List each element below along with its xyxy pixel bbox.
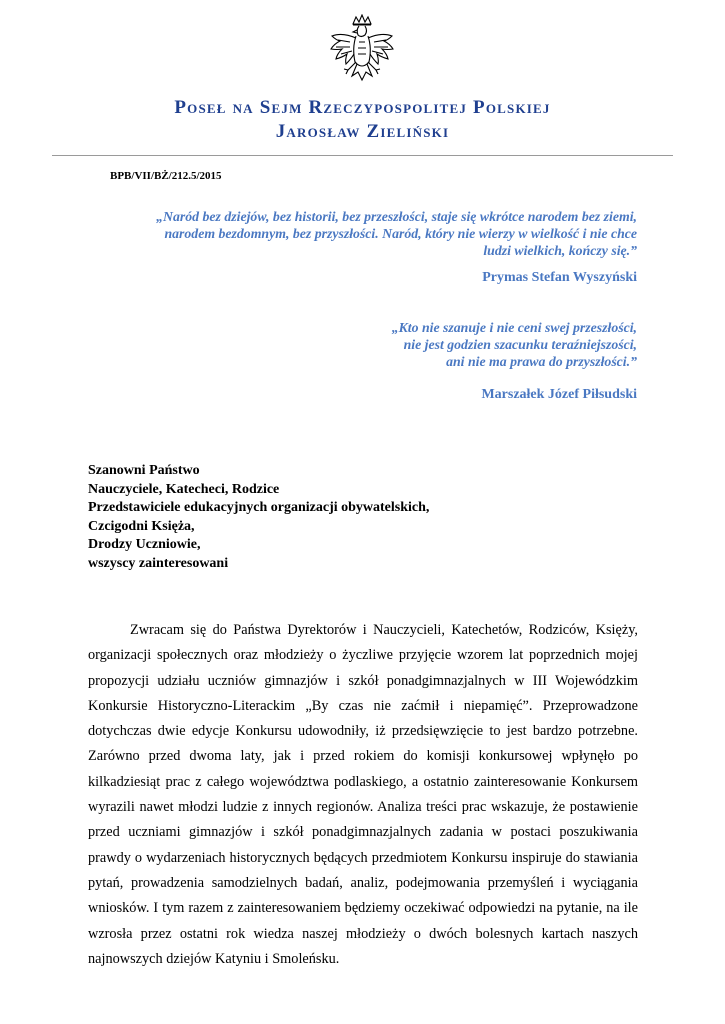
quote-author: Marszałek Józef Piłsudski [481,387,637,402]
quote-line: „Naród bez dziejów, bez historii, bez przeszłości, staje się wkrótce narodem bez ziemi, [156,209,637,224]
letterhead-divider [52,155,673,156]
reference-number: BPB/VII/BŻ/212.5/2015 [110,170,222,182]
salutation-block [88,462,429,573]
polish-eagle-emblem-icon [326,14,398,94]
quote-pilsudski [77,319,637,370]
letterhead-title: Poseł na Sejm Rzeczypospolitej Polskiej [174,97,551,118]
salutation-line: Drodzy Uczniowie, [88,537,201,552]
salutation-line: Przedstawiciele edukacyjnych organizacji obywatelskich, [88,500,430,515]
quote-author: Prymas Stefan Wyszyński [482,270,637,285]
letter-body-paragraph: Zwracam się do Państwa Dyrektorów i Nauczycieli, Katechetów, Rodziców, Księży, organizacji społecznych oraz młodzieży o życzliwe przyjęcie wzorem lat poprzednich mojej propozycji udziału uczniów gimnazjów i szkół ponadgimnazjalnych w III Wojewódzkim Konkursie Historyczno-Literackim „By czas nie zaćmił i niepamięć”. Przeprowadzone dotychczas dwie edycje Konkursu udowodniły, iż przedsięwzięcie to jest bardzo potrzebne. Zarówno przed dwoma laty, jak i przed rokiem do komisji konkursowej wpłynęło po kilkadziesiąt prac z całego województwa podlaskiego, a ostatnio zainteresowanie Konkursem wyrazili nawet młodzi ludzie z innych regionów. Analiza treści prac wskazuje, że postawienie przed uczniami gimnazjów i szkół ponadgimnazjalnych zadania w postaci poszukiwania prawdy o wydarzeniach historycznych będących przedmiotem Konkursu inspiruje do stawiania pytań, prowadzenia samodzielnych badań, analiz, podejmowania przemyśleń i wyciągania wniosków. I tym razem z zainteresowaniem będziemy oczekiwać odpowiedzi na pytanie, na ile wzrosła przez ostatni rok wiedza naszej młodzieży o dwóch bolesnych kartach naszych najnowszych dziejów Katyniu i Smoleńsku. [88,622,638,967]
quote-line: nie jest godzien szacunku teraźniejszości, [403,337,637,352]
salutation-line: Czcigodni Księża, [88,518,195,534]
quote-line: „Kto nie szanuje i nie ceni swej przeszłości, [391,320,637,335]
quote-line: ani nie ma prawa do przyszłości.” [446,354,637,369]
salutation-line: wszyscy zainteresowani [88,555,229,571]
quote-wyszynski [77,208,637,259]
salutation-line: Nauczyciele, Katecheci, Rodzice [88,481,280,497]
salutation-line: Szanowni Państwo [88,463,200,478]
quote-line: ludzi wielkich, kończy się.” [483,243,637,258]
letterhead-name: Jarosław Zieliński [275,121,450,142]
quote-line: narodem bezdomnym, bez przyszłości. Naród, który nie wierzy w wielkość i nie chce [164,226,637,241]
